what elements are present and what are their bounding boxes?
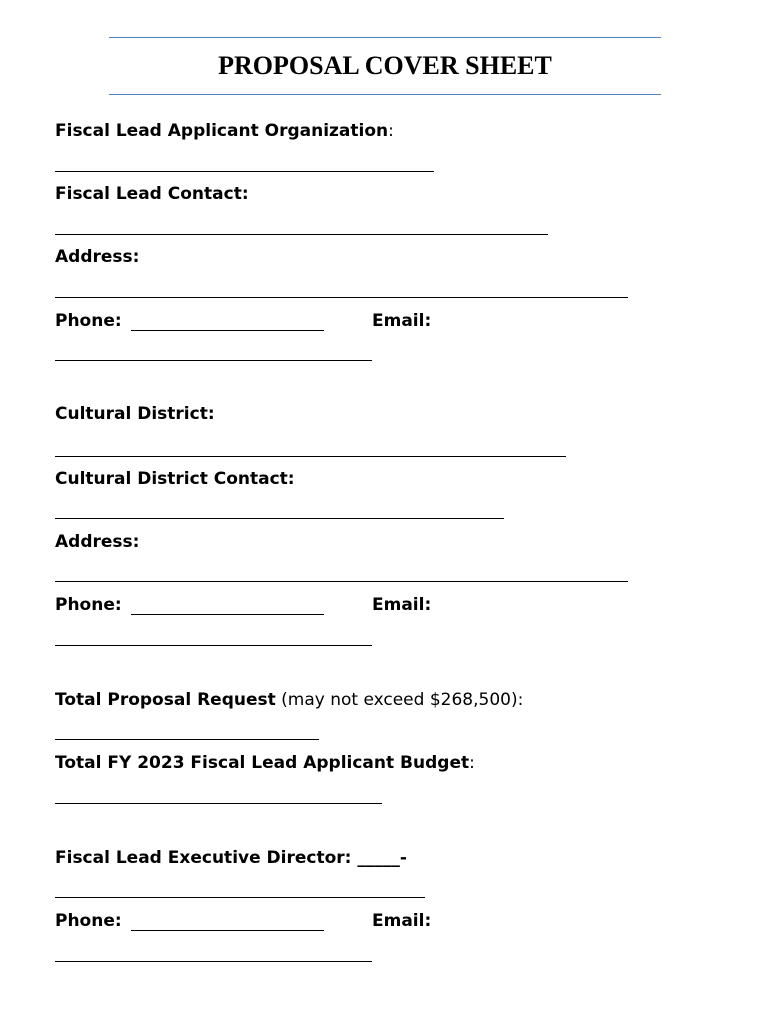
cultural-address-blank[interactable] xyxy=(55,581,628,582)
cultural-contact-blank[interactable] xyxy=(55,518,504,519)
cultural-district-label: Cultural District: xyxy=(55,404,215,424)
fiscal-phone-blank[interactable] xyxy=(131,330,324,331)
top-divider xyxy=(109,37,661,38)
total-request-field xyxy=(55,689,523,711)
cultural-email-label: Email: xyxy=(372,595,432,615)
director-blank[interactable] xyxy=(55,897,425,898)
fiscal-org-field xyxy=(55,120,394,142)
fiscal-contact-label: Fiscal Lead Contact: xyxy=(55,184,249,204)
director-phone-field xyxy=(55,910,122,932)
total-budget-colon: : xyxy=(469,753,475,773)
fiscal-address-blank[interactable] xyxy=(55,297,628,298)
page-title: PROPOSAL COVER SHEET xyxy=(218,51,552,80)
cultural-phone-blank[interactable] xyxy=(131,614,324,615)
total-budget-blank[interactable] xyxy=(55,803,382,804)
cultural-address-label: Address: xyxy=(55,532,140,552)
fiscal-org-colon: : xyxy=(388,121,394,141)
fiscal-email-label: Email: xyxy=(372,311,432,331)
fiscal-org-blank[interactable] xyxy=(55,171,434,172)
total-request-note: (may not exceed $268,500): xyxy=(275,690,524,710)
fiscal-org-label: Fiscal Lead Applicant Organization xyxy=(55,121,389,141)
director-phone-blank[interactable] xyxy=(131,930,324,931)
fiscal-phone-label: Phone: xyxy=(55,311,122,331)
fiscal-address-label: Address: xyxy=(55,247,140,267)
fiscal-email-blank[interactable] xyxy=(55,360,372,361)
bottom-divider xyxy=(109,94,661,95)
cultural-district-blank[interactable] xyxy=(55,456,566,457)
fiscal-phone-field xyxy=(55,310,122,332)
total-budget-field xyxy=(55,752,475,774)
total-request-label: Total Proposal Request xyxy=(55,690,276,710)
cultural-email-blank[interactable] xyxy=(55,645,372,646)
director-email-blank[interactable] xyxy=(55,961,372,962)
cultural-contact-label: Cultural District Contact: xyxy=(55,469,295,489)
director-email-label: Email: xyxy=(372,911,432,931)
fiscal-contact-blank[interactable] xyxy=(55,234,548,235)
total-budget-label: Total FY 2023 Fiscal Lead Applicant Budget xyxy=(55,753,470,773)
director-phone-label: Phone: xyxy=(55,911,122,931)
cultural-phone-label: Phone: xyxy=(55,595,122,615)
director-label: Fiscal Lead Executive Director: _____- xyxy=(55,848,407,868)
total-request-blank[interactable] xyxy=(55,739,319,740)
cultural-phone-field xyxy=(55,594,122,616)
